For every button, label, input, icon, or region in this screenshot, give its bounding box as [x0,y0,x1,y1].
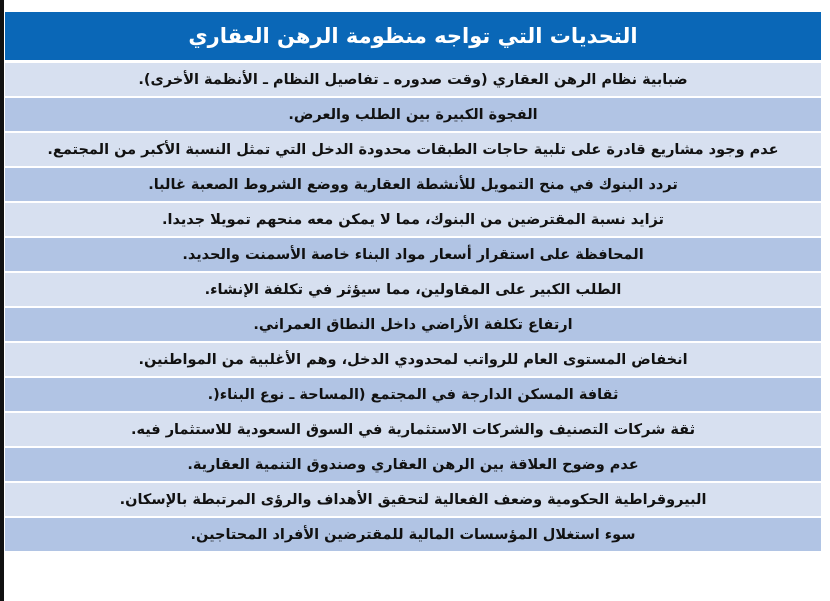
table-row: سوء استغلال المؤسسات المالية للمقترضين الأفراد المحتاجين. [5,518,821,553]
table-row: ارتفاع تكلفة الأراضي داخل النطاق العمراني. [5,308,821,343]
table-row: انخفاض المستوى العام للرواتب لمحدودي الدخل، وهم الأغلبية من المواطنين. [5,343,821,378]
table-rows [5,63,821,553]
table-row: البيروقراطية الحكومية وضعف الفعالية لتحقيق الأهداف والرؤى المرتبطة بالإسكان. [5,483,821,518]
table-row: عدم وضوح العلاقة بين الرهن العقاري وصندوق التنمية العقارية. [5,448,821,483]
table-row: ضبابية نظام الرهن العقاري (وقت صدوره ـ تفاصيل النظام ـ الأنظمة الأخرى). [5,63,821,98]
table-row: تردد البنوك في منح التمويل للأنشطة العقارية ووضع الشروط الصعبة غالبا. [5,168,821,203]
challenges-table [5,12,821,553]
table-row: ثقافة المسكن الدارجة في المجتمع (المساحة ـ نوع البناء(. [5,378,821,413]
table-row: المحافظة على استقرار أسعار مواد البناء خاصة الأسمنت والحديد. [5,238,821,273]
table-title: التحديات التي تواجه منظومة الرهن العقاري [5,12,821,63]
table-row: الطلب الكبير على المقاولين، مما سيؤثر في تكلفة الإنشاء. [5,273,821,308]
table-row: عدم وجود مشاريع قادرة على تلبية حاجات الطبقات محدودة الدخل التي تمثل النسبة الأكبر من المجتمع. [5,133,821,168]
table-row: الفجوة الكبيرة بين الطلب والعرض. [5,98,821,133]
table-row: تزايد نسبة المقترضين من البنوك، مما لا يمكن معه منحهم تمويلا جديدا. [5,203,821,238]
left-edge-border [0,0,4,601]
table-row: ثقة شركات التصنيف والشركات الاستثمارية في السوق السعودية للاستثمار فيه. [5,413,821,448]
